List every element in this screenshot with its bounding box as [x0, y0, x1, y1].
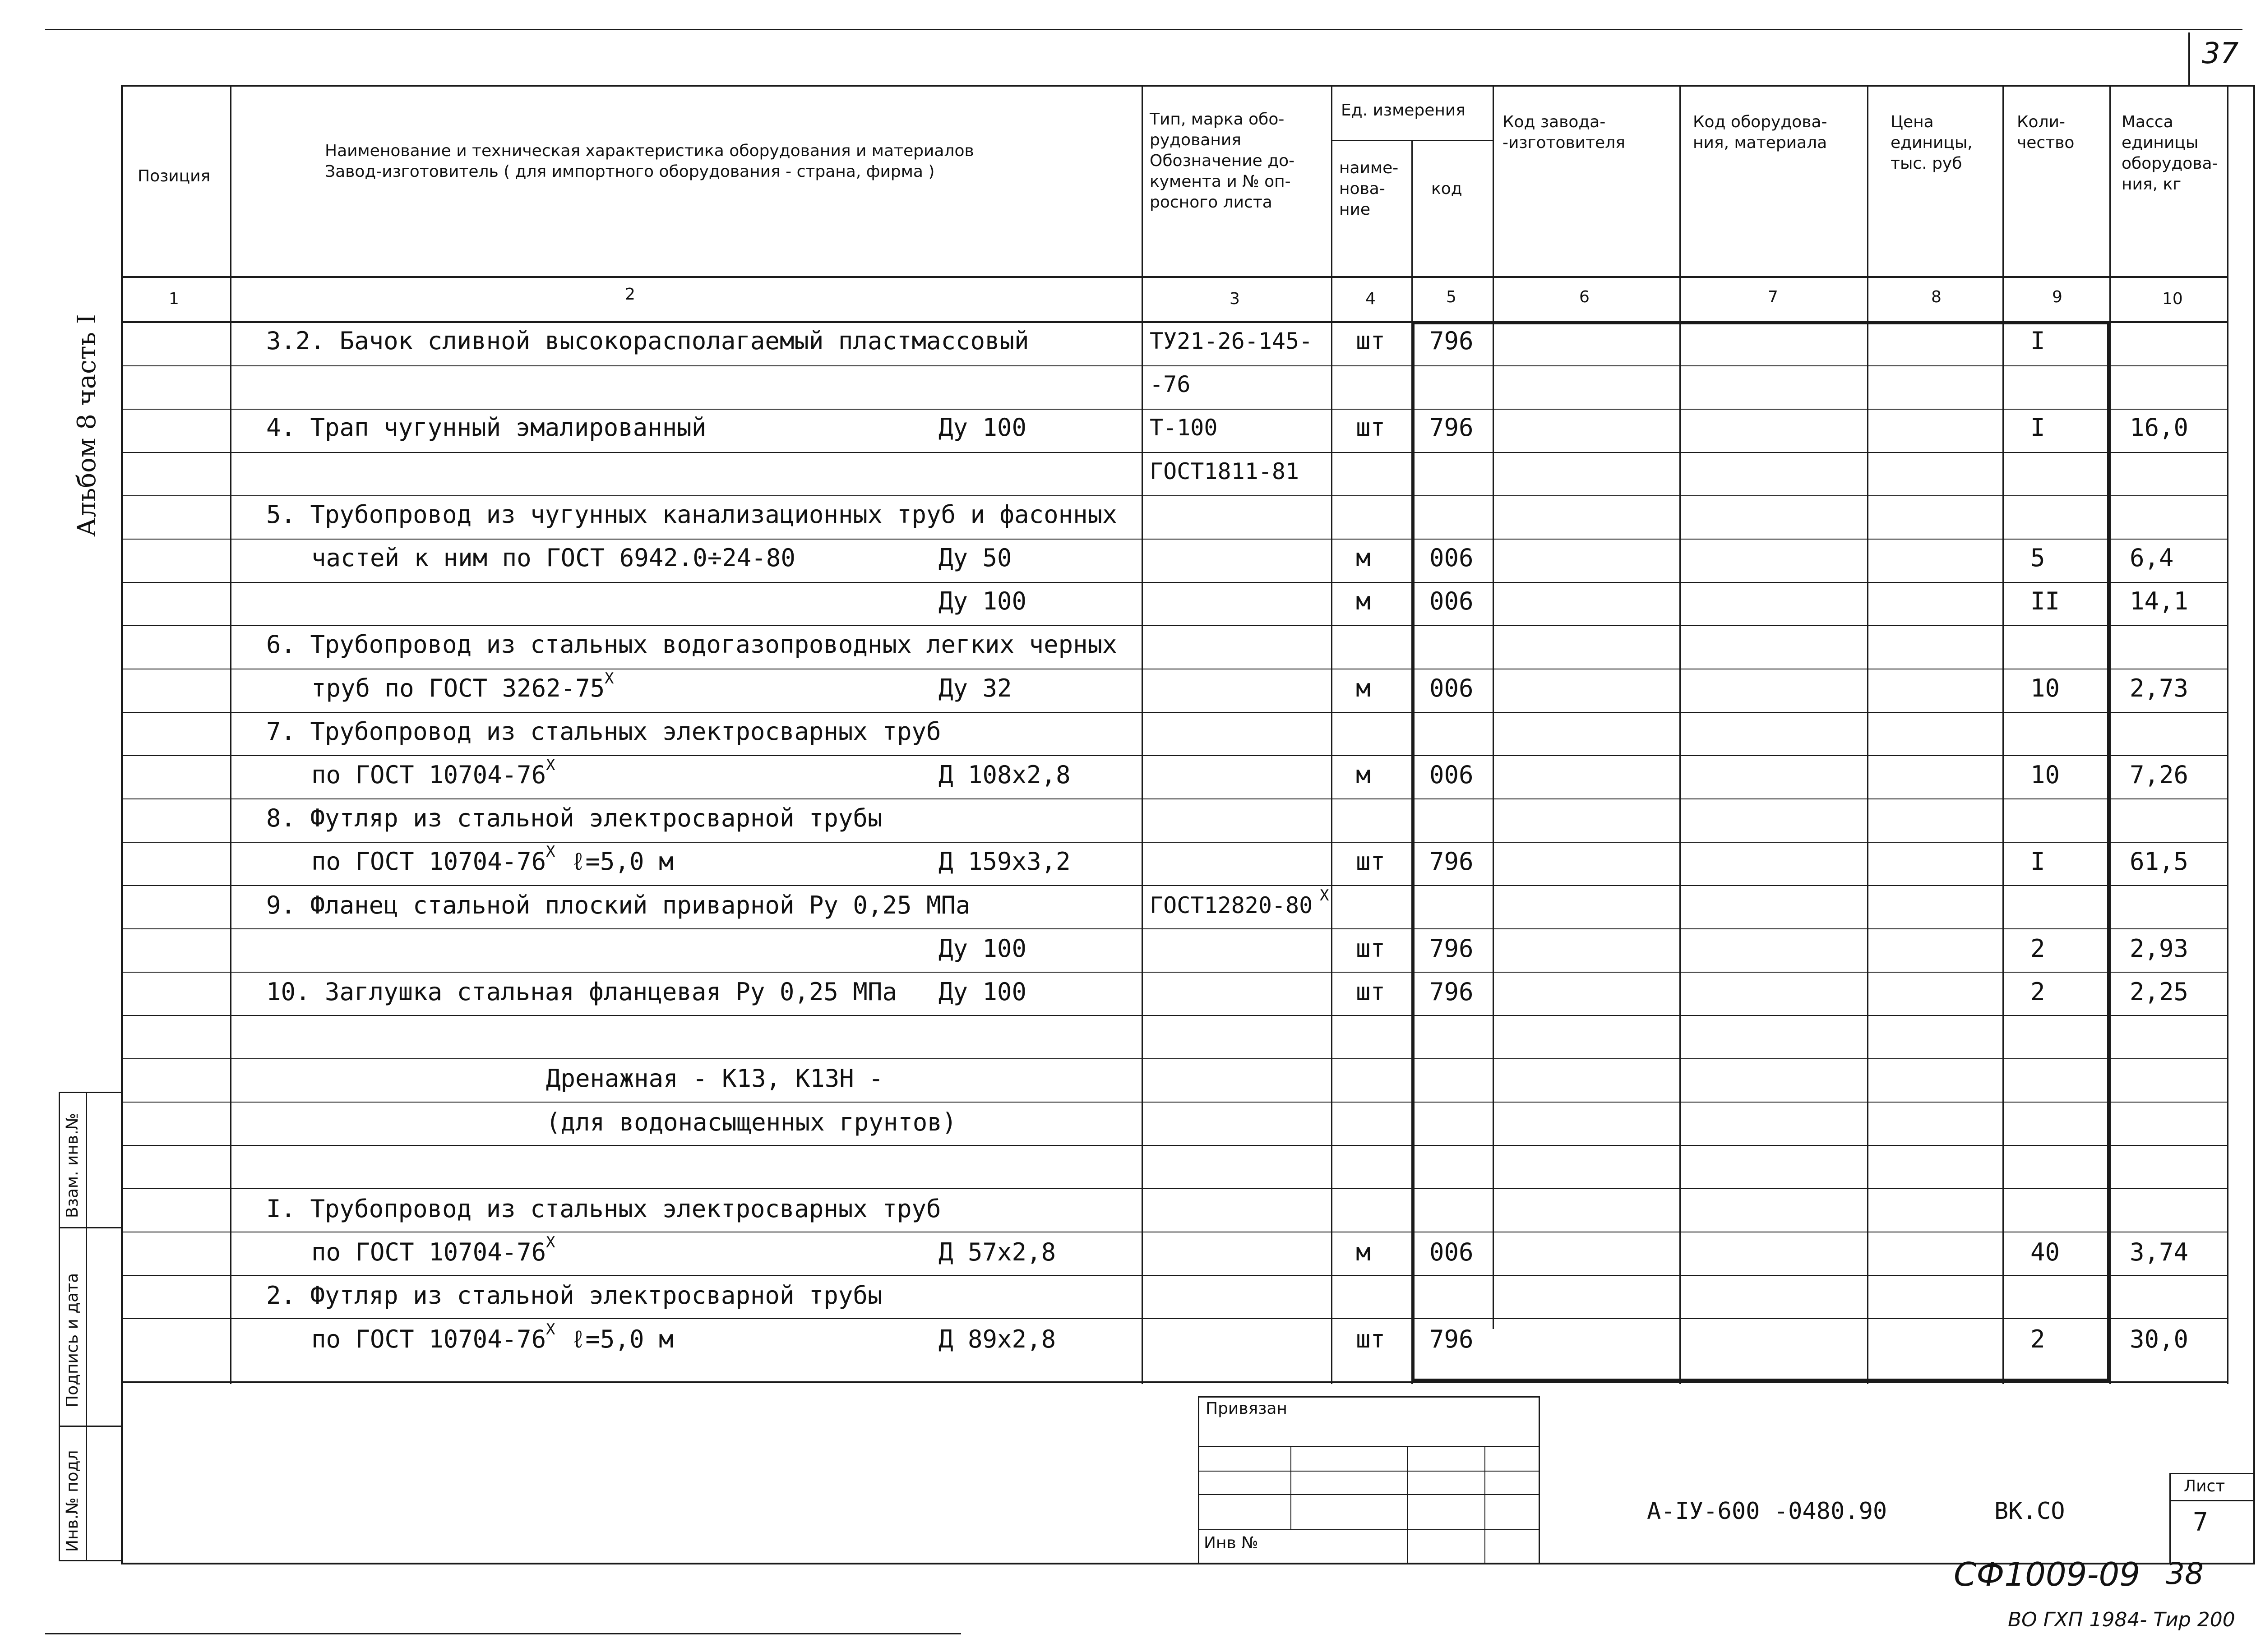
- item-name: 5. Трубопровод из чугунных канализационных труб и фасонных: [266, 500, 1117, 529]
- header-quantity-line: Коли-: [2017, 113, 2065, 131]
- item-mass: 16,0: [2130, 413, 2189, 442]
- item-name: 4. Трап чугунный эмалированный: [266, 413, 707, 442]
- header-equipment-code: [1693, 112, 1827, 153]
- stamp-original-inv: Инв.№ подл: [63, 1450, 82, 1552]
- item-name: частей к ним по ГОСТ 6942.0÷24-80: [311, 544, 795, 572]
- item-unit-code: 006: [1429, 1238, 1474, 1267]
- item-unit-code: 796: [1429, 413, 1474, 442]
- item-unit: шт: [1356, 1324, 1386, 1353]
- document-code: А-IУ-600 -0480.90: [1647, 1498, 1887, 1525]
- item-mass: 30,0: [2130, 1324, 2189, 1353]
- item-name: (для водонасыщенных грунтов): [546, 1107, 957, 1136]
- header-equipment-code-line: ния, материала: [1693, 134, 1827, 152]
- column-number: 5: [1446, 288, 1456, 306]
- item-diameter: Д 108x2,8: [938, 761, 1071, 789]
- header-quantity-line: чество: [2017, 134, 2075, 152]
- item-name: I. Трубопровод из стальных электросварных труб: [266, 1195, 941, 1223]
- header-unit-name-line: ние: [1339, 200, 1371, 219]
- header-type-line: Обозначение до-: [1150, 152, 1295, 170]
- stamp-signature-date: Подпись и дата: [63, 1273, 82, 1407]
- item-unit: м: [1356, 1238, 1371, 1267]
- header-factory-code-line: -изготовителя: [1502, 134, 1625, 152]
- header-price-line: Цена: [1891, 113, 1934, 131]
- item-mass: 61,5: [2130, 847, 2189, 876]
- item-name: 3.2. Бачок сливной высокорасполагаемый пластмассовый: [266, 327, 1029, 355]
- item-unit-code: 006: [1429, 761, 1474, 789]
- column-number: 7: [1768, 288, 1778, 306]
- header-price-line: единицы,: [1891, 134, 1973, 152]
- standard-revision-mark: X: [546, 843, 555, 861]
- item-name: труб по ГОСТ 3262-75: [311, 674, 605, 702]
- column-number: 9: [2052, 288, 2062, 306]
- header-mass-line: ния, кг: [2122, 175, 2182, 194]
- document-mark: ВК.СО: [1994, 1498, 2065, 1525]
- item-mass: 14,1: [2130, 587, 2189, 616]
- column-number: 3: [1230, 290, 1240, 308]
- header-type-line: Тип, марка обо-: [1150, 110, 1285, 129]
- header-unit-code: код: [1431, 180, 1462, 198]
- column-number: 2: [625, 285, 635, 304]
- item-quantity: 5: [2030, 544, 2045, 572]
- header-position: Позиция: [138, 167, 211, 185]
- item-name: Дренажная - К13, К13Н -: [546, 1064, 883, 1093]
- item-name: 6. Трубопровод из стальных водогазопроводных легких черных: [266, 630, 1117, 659]
- archive-page: 38: [2166, 1556, 2204, 1591]
- header-unit-name-line: наиме-: [1339, 159, 1399, 177]
- item-name: 8. Футляр из стальной электросварной трубы: [266, 804, 883, 833]
- inventory-label: Инв №: [1204, 1534, 1258, 1552]
- header-unit-name-line: нова-: [1339, 180, 1385, 198]
- item-type: ГОСТ12820-80: [1150, 892, 1313, 918]
- item-type: Т-100: [1150, 415, 1218, 441]
- item-diameter: Д 89x2,8: [938, 1324, 1056, 1353]
- header-factory-code-line: Код завода-: [1502, 113, 1606, 131]
- item-unit: м: [1356, 587, 1371, 616]
- column-number: 1: [169, 290, 179, 308]
- item-diameter: Д 159x3,2: [938, 847, 1071, 876]
- standard-revision-mark: X: [605, 669, 614, 688]
- item-length: ℓ=5,0 м: [571, 1324, 674, 1353]
- item-diameter: Ду 32: [938, 674, 1012, 702]
- column-number: 6: [1579, 288, 1590, 306]
- item-unit: шт: [1356, 978, 1386, 1006]
- item-type: ТУ21-26-145-: [1150, 328, 1313, 354]
- standard-revision-mark: X: [546, 1320, 555, 1338]
- item-name: по ГОСТ 10704-76: [311, 1238, 546, 1267]
- header-unit-name: [1339, 158, 1398, 220]
- item-unit-code: 796: [1429, 978, 1474, 1006]
- page-number: 37: [2202, 37, 2239, 70]
- print-note: ВО ГХП 1984- Тир 200: [2008, 1608, 2235, 1631]
- item-unit: м: [1356, 761, 1371, 789]
- header-type-line: кумента и № оп-: [1150, 172, 1291, 191]
- header-type-line: росного листа: [1150, 193, 1272, 212]
- standard-revision-mark: X: [546, 1233, 555, 1252]
- stamp-replacement-inv: Взам. инв.№: [63, 1113, 82, 1218]
- header-factory-code: [1502, 112, 1625, 153]
- item-unit-code: 006: [1429, 544, 1474, 572]
- header-name-line2: Завод-изготовитель ( для импортного оборудования - страна, фирма ): [325, 162, 935, 181]
- item-diameter: Ду 100: [938, 978, 1027, 1006]
- header-quantity: [2017, 112, 2074, 153]
- header-mass-line: Масса: [2122, 113, 2173, 131]
- item-name: 7. Трубопровод из стальных электросварных труб: [266, 717, 941, 746]
- album-label: Альбом 8 часть I: [72, 314, 102, 537]
- header-unit-group: Ед. измерения: [1341, 101, 1465, 120]
- bound-label: Привязан: [1206, 1399, 1287, 1418]
- item-length: ℓ=5,0 м: [571, 847, 674, 876]
- item-mass: 2,73: [2130, 674, 2189, 702]
- item-quantity: II: [2030, 587, 2060, 616]
- item-unit-code: 006: [1429, 674, 1474, 702]
- header-name-line1: Наименование и техническая характеристика оборудования и материалов: [325, 142, 974, 160]
- header-price: [1891, 112, 1973, 174]
- item-quantity: I: [2030, 847, 2045, 876]
- item-mass: 7,26: [2130, 761, 2189, 789]
- item-mass: 2,25: [2130, 978, 2189, 1006]
- sheet-number: 7: [2193, 1508, 2208, 1537]
- header-name: [325, 141, 974, 182]
- item-quantity: 2: [2030, 1324, 2045, 1353]
- item-unit-code: 796: [1429, 327, 1474, 355]
- item-quantity: 2: [2030, 934, 2045, 963]
- item-name: 2. Футляр из стальной электросварной трубы: [266, 1281, 883, 1310]
- item-quantity: 2: [2030, 978, 2045, 1006]
- type-revision-mark: X: [1320, 886, 1329, 904]
- item-quantity: 10: [2030, 761, 2060, 789]
- item-type: -76: [1150, 371, 1191, 398]
- item-unit: шт: [1356, 934, 1386, 963]
- item-quantity: I: [2030, 413, 2045, 442]
- item-unit-code: 006: [1429, 587, 1474, 616]
- header-type-line: рудования: [1150, 131, 1241, 149]
- item-mass: 3,74: [2130, 1238, 2189, 1267]
- header-mass-line: оборудова-: [2122, 154, 2218, 173]
- item-unit: шт: [1356, 327, 1386, 355]
- item-quantity: 40: [2030, 1238, 2060, 1267]
- header-type: [1150, 109, 1294, 213]
- item-diameter: Ду 100: [938, 587, 1027, 616]
- header-price-line: тыс. руб: [1891, 154, 1962, 173]
- item-type: ГОСТ1811-81: [1150, 458, 1299, 485]
- column-number: 10: [2162, 290, 2183, 308]
- item-quantity: I: [2030, 327, 2045, 355]
- item-unit-code: 796: [1429, 934, 1474, 963]
- item-unit: шт: [1356, 413, 1386, 442]
- item-name: по ГОСТ 10704-76: [311, 847, 546, 876]
- item-quantity: 10: [2030, 674, 2060, 702]
- item-diameter: Ду 50: [938, 544, 1012, 572]
- item-name: по ГОСТ 10704-76: [311, 761, 546, 789]
- header-equipment-code-line: Код оборудова-: [1693, 113, 1827, 131]
- item-name: 9. Фланец стальной плоский приварной Ру 0,25 МПа: [266, 891, 971, 919]
- header-mass: [2122, 112, 2218, 195]
- item-diameter: Ду 100: [938, 413, 1027, 442]
- archive-number: СФ1009-09: [1954, 1555, 2140, 1593]
- item-unit: м: [1356, 544, 1371, 572]
- sheet-label: Лист: [2184, 1477, 2225, 1495]
- column-number: 8: [1931, 288, 1942, 306]
- standard-revision-mark: X: [546, 756, 555, 774]
- item-unit: м: [1356, 674, 1371, 702]
- item-unit-code: 796: [1429, 1324, 1474, 1353]
- item-mass: 2,93: [2130, 934, 2189, 963]
- item-name: 10. Заглушка стальная фланцевая Ру 0,25 МПа: [266, 978, 897, 1006]
- header-mass-line: единицы: [2122, 134, 2199, 152]
- item-unit: шт: [1356, 847, 1386, 876]
- item-name: по ГОСТ 10704-76: [311, 1324, 546, 1353]
- item-unit-code: 796: [1429, 847, 1474, 876]
- column-number: 4: [1365, 290, 1376, 308]
- item-diameter: Ду 100: [938, 934, 1027, 963]
- item-diameter: Д 57x2,8: [938, 1238, 1056, 1267]
- item-mass: 6,4: [2130, 544, 2174, 572]
